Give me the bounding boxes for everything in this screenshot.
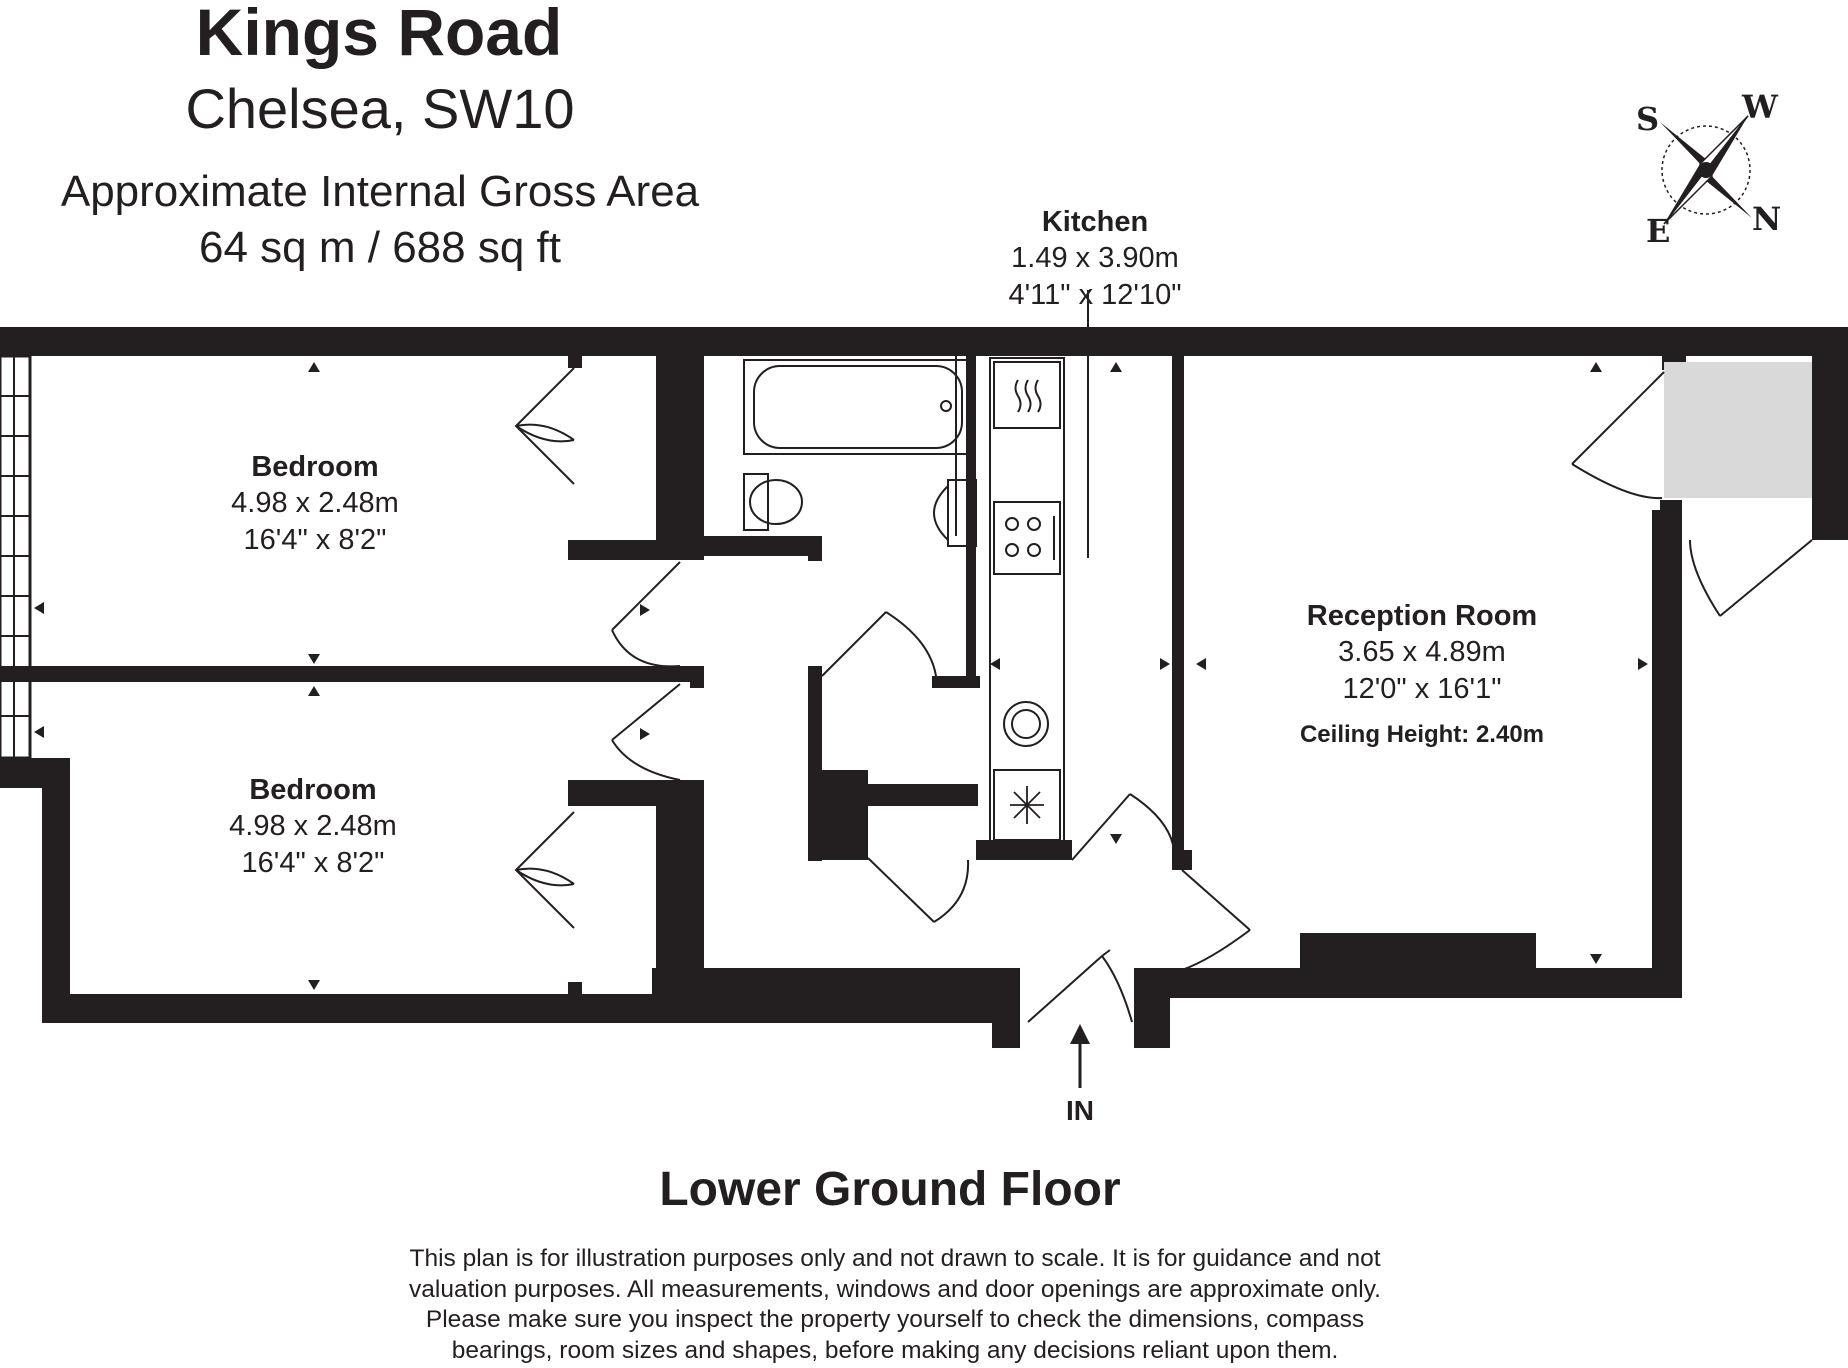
- disclaimer-line: This plan is for illustration purposes only and not drawn to scale. It is for guidance and not: [409, 1245, 1381, 1272]
- disclaimer: [330, 1244, 1460, 1366]
- ceiling-height: Ceiling Height: 2.40m: [1299, 721, 1545, 748]
- bathroom-fixtures: [744, 356, 976, 546]
- doors: [612, 372, 1812, 1022]
- floor-name: Lower Ground Floor: [659, 1163, 1121, 1216]
- kitchen-name: Kitchen: [1041, 206, 1149, 238]
- property-title: Kings Road: [195, 0, 563, 69]
- reception-imperial: 12'0" x 16'1": [1342, 673, 1502, 705]
- disclaimer-line: Please make sure you inspect the property yourself to check the dimensions, compass: [425, 1306, 1365, 1333]
- kitchen-metric: 1.49 x 3.90m: [1011, 242, 1179, 274]
- bedroom-2-name: Bedroom: [249, 774, 377, 806]
- kitchen-imperial: 4'11" x 12'10": [1008, 279, 1182, 311]
- bathtub: [744, 360, 974, 454]
- bedroom-2-imperial: 16'4" x 8'2": [241, 847, 385, 879]
- area-value: 64 sq m / 688 sq ft: [199, 223, 561, 272]
- area-label: Approximate Internal Gross Area: [60, 167, 700, 216]
- reception-name: Reception Room: [1306, 600, 1538, 632]
- compass-rose-icon: [1636, 88, 1781, 250]
- disclaimer-line: bearings, room sizes and shapes, before making any decisions reliant upon them.: [451, 1336, 1339, 1364]
- entrance-label: IN: [1066, 1095, 1094, 1126]
- property-location: Chelsea, SW10: [185, 77, 575, 140]
- kitchen-fixtures: [990, 290, 1088, 844]
- bedroom-1-name: Bedroom: [251, 451, 379, 483]
- compass-west: W: [1742, 88, 1778, 126]
- bathtub-inner: [754, 366, 962, 448]
- kitchen-sink-icon: [1004, 702, 1048, 746]
- sink-icon: [934, 486, 948, 540]
- cupboard: [1664, 362, 1812, 498]
- toilet-icon: [750, 480, 802, 524]
- bedroom-2-metric: 4.98 x 2.48m: [229, 810, 397, 842]
- compass-east: E: [1646, 212, 1671, 250]
- reception-metric: 3.65 x 4.89m: [1338, 636, 1506, 668]
- entrance-arrow-icon: [1070, 1024, 1090, 1088]
- bedroom-1-imperial: 16'4" x 8'2": [243, 524, 387, 556]
- disclaimer-line: valuation purposes. All measurements, windows and door openings are approximate only.: [409, 1275, 1381, 1303]
- compass-south: S: [1636, 100, 1660, 138]
- hob-icon: [994, 502, 1060, 574]
- bath-tap-icon: [941, 401, 951, 411]
- compass-north: N: [1752, 200, 1782, 238]
- bedroom-1-metric: 4.98 x 2.48m: [231, 487, 399, 519]
- wardrobe-doors: [516, 368, 574, 928]
